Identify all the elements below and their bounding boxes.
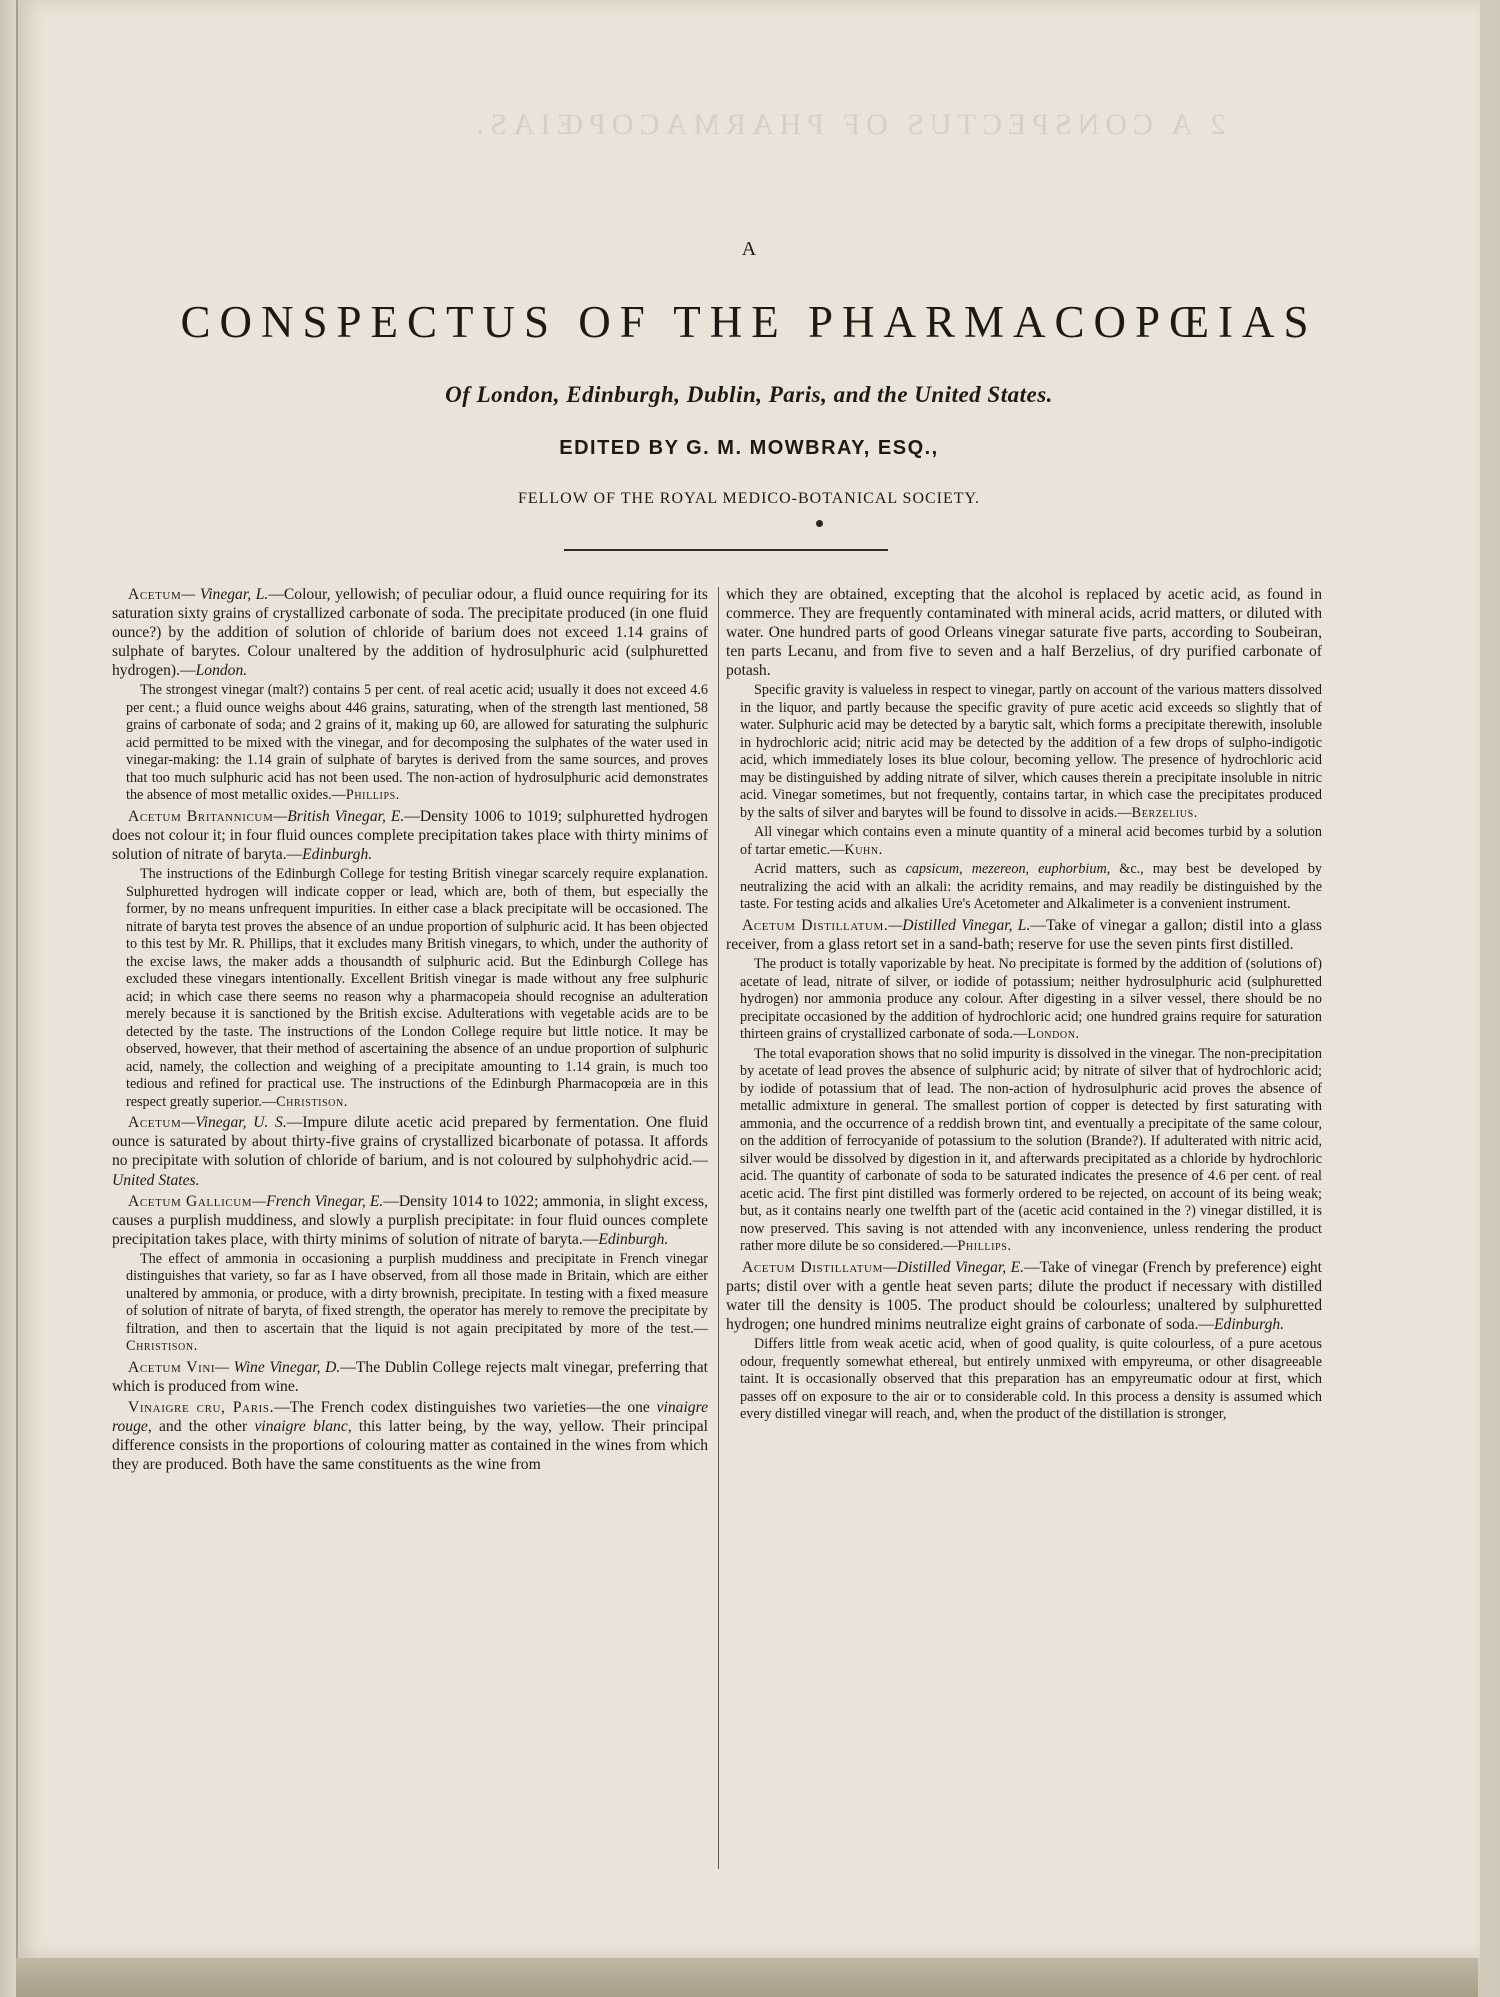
entry-source: Edinburgh. xyxy=(598,1230,669,1248)
entry-name: — Vinegar, L. xyxy=(181,586,269,603)
entry-text: , and the other xyxy=(147,1418,255,1436)
note-phillips xyxy=(112,682,708,805)
title-kicker: A xyxy=(741,238,757,260)
entry-name: —Distilled Vinegar, E. xyxy=(882,1258,1025,1276)
right-column xyxy=(726,585,1322,1875)
note-berzelius xyxy=(726,682,1322,822)
note-text: The total evaporation shows that no solid impurity is dissolved in the vinegar. The non-precipitation by acetate of lead proves the absence of sulphuric acid; by nitrate of silver that of hydrochloric acid; by iodide of potassium that of lead. The non-action of hydrosulphuric acid proves the absence of metallic admixture in general. The smallest portion of copper is detected by first saturating with ammonia, and the occurrence of a reddish brown tint, and eventually a precipitate of the same colour, on the addition of ferrocyanide of potassium to the solution (Brande?). If adulterated with nitric acid, silver would be dissolved by digestion in it, and afterwards precipitated as a chloride by hydrochloric acid. The quantity of carbonate of soda to be saturated indicates the presence of 4.6 per cent. of real acetic acid. The first pint distilled was formerly ordered to be rejected, on account of its being weak; but, as it contains nearly one twelfth part of the (acetic acid contained in the ?) vinegar distilled, it is now preserved. This saving is not attended with any inconvenience, unless rendering the product rather more dilute be so considered.— xyxy=(740,1045,1322,1255)
note-source: Phillips. xyxy=(957,1238,1012,1255)
entry-heading: Acetum Vini xyxy=(128,1358,216,1376)
entry-acetum-vini xyxy=(112,1358,708,1396)
note-christison xyxy=(112,866,708,1111)
entry-text: —Density 1006 to 1019; sulphuretted hydrogen does not colour it; in four fluid ounces complete precipitation takes place with thirty minims of solution of nitrate of baryta.— xyxy=(112,807,708,864)
title-rule xyxy=(564,549,888,551)
entry-name: —French Vinegar, E. xyxy=(252,1192,384,1210)
note-distilled-description: Differs little from weak acetic acid, when of good quality, is quite colourless, of a pure acetous odour, frequently somewhat ethereal, but entirely unmixed with empyreuma, or other disagreeable taint. It is occasionally observed that this preparation has an empyreumatic odour at first, which passes off on exposure to the air or to considerable cold. In this process a density is assumed which every distilled vinegar will reach, and, when the product of the distillation is stronger, xyxy=(740,1336,1322,1423)
entry-term: vinaigre rouge xyxy=(112,1399,708,1436)
entry-name: — Wine Vinegar, D. xyxy=(215,1358,341,1376)
note-text: The effect of ammonia in occasioning a purplish muddiness and precipitate in French vinegar distinguishes that variety, so far as I have observed, from all those made in Britain, which are either unaltered by ammonia, or produce, with a dirty brownish, precipitate. In testing with a fixed measure of solution of nitrate of baryta, of fixed strength, the operator has merely to remove the precipitate by filtration, and then to ascertain that the liquid is not again precipitated by more of the test.— xyxy=(126,1250,708,1337)
note-source: Phillips. xyxy=(345,787,400,804)
editor-affiliation: FELLOW OF THE ROYAL MEDICO-BOTANICAL SOCIETY. xyxy=(517,490,981,507)
note-london-tests xyxy=(726,956,1322,1044)
note-text: The product is totally vaporizable by heat. No precipitate is formed by the addition of (solutions of) acetate of lead, nitrate of silver, or iodide of potassium; neither hydrosulphuric acid (sulphuretted hydrogen) nor ammonia produce any colour. After digesting in a silver vessel, there should be no precipitate occasioned by the addition of hydrochloric acid; one hundred grains require for saturation thirteen grains of crystallized carbonate of soda.— xyxy=(740,956,1322,1043)
note-text: Specific gravity is valueless in respect to vinegar, partly on account of the various matters dissolved in the liquor, and partly because the specific gravity of pure acetic acid exceeds so slightly that of water. Sulphuric acid may be detected by a barytic salt, which forms a precipitate therewith, insoluble in hydrochloric acid; nitric acid may be detected by the addition of a few drops of sulpho-indigotic acid, which immediately loses its blue colour, becoming yellow. The presence of hydrochloric acid may be distinguished by adding nitrate of silver, which causes therein a precipitate insoluble in nitric acid. Vinegar sometimes, but not frequently, contains tartar, in which case the precipitates produced by the salts of silver and barytes will be found to dissolve in acids.— xyxy=(740,682,1322,821)
entry-text: —Colour, yellowish; of peculiar odour, a fluid ounce requiring for its saturation sixty grains of crystallized carbonate of soda. The precipitate produced (in one fluid ounce?) by the addition of solution of chloride of barium does not exceed 1.14 grains of sulphate of barytes. Colour unaltered by the addition of hydrosulphuric acid (sulphuretted hydrogen).— xyxy=(112,586,708,680)
entry-heading: Vinaigre cru, Paris. xyxy=(128,1399,275,1417)
entry-heading: Acetum xyxy=(128,1114,182,1132)
note-source: Christison. xyxy=(126,1338,198,1355)
entry-text: , this latter being, by the way, yellow. Their principal difference consists in the proportions of colouring matter as contained in the wines from which they are produced. Both have the same constituents as the wine from xyxy=(112,1418,708,1474)
left-column xyxy=(112,585,708,1875)
entry-name: —British Vinegar, E. xyxy=(273,807,405,825)
note-text: , &c., may best be developed by neutralizing the acid with an alkali: the acridity remains, and may readily be distinguished by the taste. For testing acids and alkalies Ure's Acetometer and Alkalimeter is a convenient instrument. xyxy=(740,861,1322,913)
note-acrid-matters xyxy=(726,861,1322,914)
note-source: London. xyxy=(1027,1026,1080,1043)
page-bottom-edge xyxy=(16,1958,1478,1997)
note-source: Kuhn. xyxy=(844,841,883,858)
book-page xyxy=(16,0,1480,1958)
note-kuhn xyxy=(726,824,1322,859)
entry-acetum-london xyxy=(112,585,708,680)
entry-acetum-us xyxy=(112,1113,708,1189)
bleed-through-text: 2 A CONSPECTUS OF PHARMACOPŒIAS. xyxy=(470,108,1226,141)
column-divider xyxy=(718,587,719,1869)
entry-continuation: which they are obtained, excepting that the alcohol is replaced by acetic acid, as found in commerce. They are frequently contaminated with mineral acids, acrid matters, or diluted with water. One hundred parts of good Orleans vinegar saturate five parts, according to Soubeiran, ten parts Lecanu, and from five to seven and a half Berzelius, of dry purified carbonate of potash. xyxy=(726,586,1322,680)
ornament-dot xyxy=(816,520,823,527)
entry-text: —Take of vinegar (French by preference) eight parts; distil over with a gentle heat seven parts; dilute the product if necessary with distilled water till the density is 1005. The product should be colourless; unaltered by sulphuretted hydrogen; one hundred minims neutralize eight grains of carbonate of soda.— xyxy=(726,1258,1322,1333)
entry-source: United States. xyxy=(112,1171,200,1189)
entry-vinaigre-cru xyxy=(112,1398,708,1474)
page-subtitle: Of London, Edinburgh, Dublin, Paris, and the United States. xyxy=(445,382,1053,407)
entry-heading: Acetum xyxy=(128,586,182,603)
page-title: CONSPECTUS OF THE PHARMACOPŒIAS xyxy=(180,297,1318,347)
note-term: capsicum, mezereon, euphorbium xyxy=(905,861,1107,878)
note-text: Acrid matters, such as xyxy=(754,861,906,878)
note-source: Christison. xyxy=(276,1093,348,1110)
entry-term: vinaigre blanc xyxy=(254,1418,348,1436)
entry-text: —The French codex distinguishes two varieties—the one xyxy=(274,1399,657,1417)
entry-heading: Acetum Gallicum xyxy=(128,1192,253,1210)
note-source: Berzelius. xyxy=(1131,804,1198,821)
entry-text: —Impure dilute acetic acid prepared by fermentation. One fluid ounce is saturated by about thirty-five grains of crystallized bicarbonate of potassa. It affords no precipitate with solution of chloride of barium, and is not coloured by sulphohydric acid.— xyxy=(112,1114,708,1170)
note-phillips-2 xyxy=(726,1046,1322,1256)
editor-line: EDITED BY G. M. MOWBRAY, ESQ., xyxy=(559,437,939,459)
note-text: The strongest vinegar (malt?) contains 5 per cent. of real acetic acid; usually it does not exceed 4.6 per cent.; a fluid ounce weighs about 446 grains, saturating, when of the strength last mentioned, 58 grains of carbonate of soda; and 2 grains of it, making up 60, are allowed for saturating the sulphuric acid permitted to be mixed with the vinegar, and for decomposing the sulphates of the water used in vinegar-making: the 1.14 grain of sulphate of barytes is derived from the same sources, and proves that too much sulphuric acid has not been used. The non-action of hydrosulphuric acid demonstrates the absence of most metallic oxides.— xyxy=(126,682,708,804)
note-christison-2 xyxy=(112,1251,708,1356)
entry-source: London. xyxy=(195,662,248,680)
entry-heading: Acetum Distillatum xyxy=(742,1258,883,1276)
entry-text: —Density 1014 to 1022; ammonia, in slight excess, causes a purplish muddiness, and slowly a purplish precipitate: in four fluid ounces complete precipitation takes place, with thirty minims of solution of nitrate of baryta.— xyxy=(112,1192,708,1248)
entry-acetum-britannicum xyxy=(112,807,708,864)
entry-acetum-distillatum-london xyxy=(726,916,1322,954)
entry-name: —Vinegar, U. S. xyxy=(181,1114,287,1132)
entry-source: Edinburgh. xyxy=(1214,1315,1285,1333)
entry-acetum-gallicum xyxy=(112,1192,708,1249)
entry-name: —Distilled Vinegar, L. xyxy=(888,916,1031,934)
entry-text: —Take of vinegar a gallon; distil into a glass receiver, from a glass retort set in a sand-bath; reserve for use the seven pints first distilled. xyxy=(726,916,1322,954)
note-text: The instructions of the Edinburgh College for testing British vinegar scarcely require explanation. Sulphuretted hydrogen will indicate copper or lead, which are, both of them, but especially the former, by no means unfrequent impurities. In either case a black precipitate will be occasioned. The nitrate of baryta test proves the absence of an undue proportion of sulphuric acid. It has been objected to this test by Mr. R. Phillips, that it excludes many British vinegars, to which, under the authority of the excise laws, the maker adds a thousandth of sulphuric acid. But the Edinburgh College has excluded these vinegars intentionally. Excellent British vinegar is made without any free sulphuric acid; in which case there seems no reason why a pharmacopeia should recognise an adulteration merely because it is sanctioned by the British excise. Adulterations with vegetable acids are to be detected by the taste. The instructions of the London College require but little notice. It may be observed, however, that their method of ascertaining the absence of an undue proportion of sulphuric acid, namely, the collection and weighing of a precipitate amounting to 1.14 grain, is much too tedious and refined for practical use. The instructions of the Edinburgh Pharmacopœia are in this respect greatly superior.— xyxy=(126,866,708,1110)
note-text: All vinegar which contains even a minute quantity of a mineral acid becomes turbid by a solution of tartar emetic.— xyxy=(740,824,1322,858)
entry-acetum-distillatum-edinburgh xyxy=(726,1258,1322,1334)
entry-heading: Acetum Distillatum. xyxy=(742,916,889,934)
entry-text: —The Dublin College rejects malt vinegar, preferring that which is produced from wine. xyxy=(112,1358,708,1395)
entry-source: Edinburgh. xyxy=(302,846,373,864)
entry-heading: Acetum Britannicum xyxy=(128,807,274,825)
